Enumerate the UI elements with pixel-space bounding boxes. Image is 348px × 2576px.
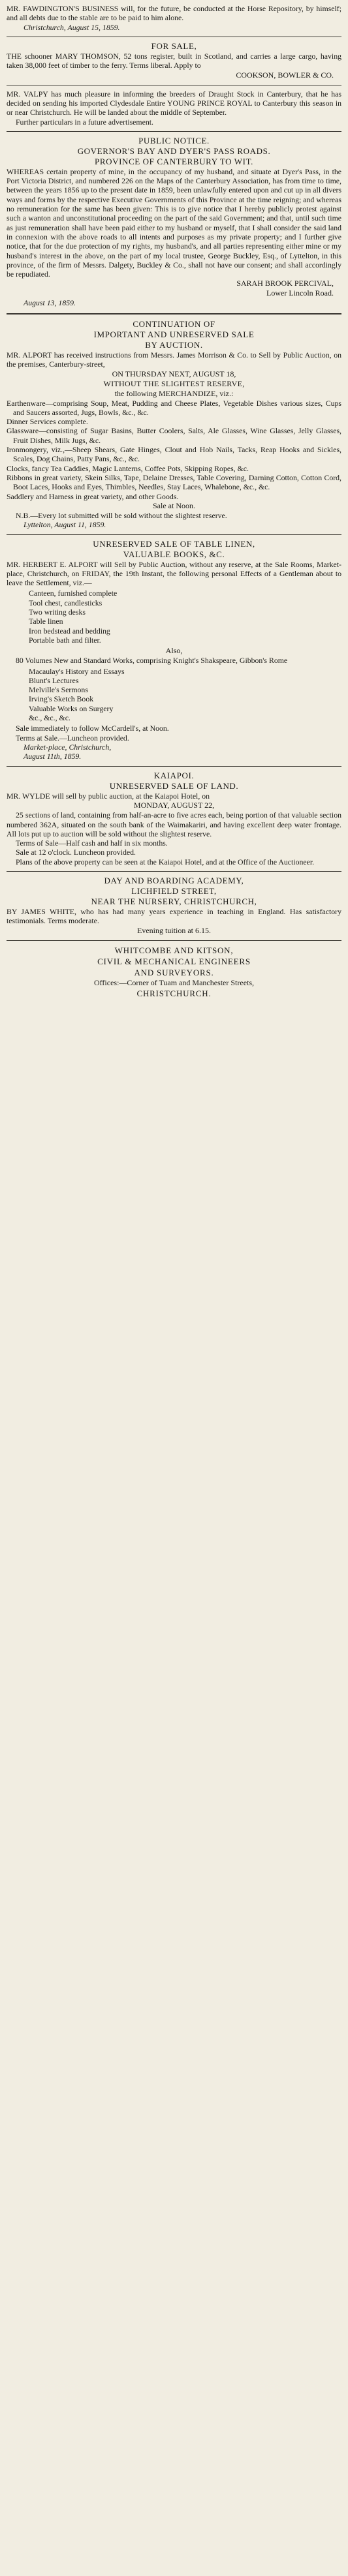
public-notice-heading: PUBLIC NOTICE. [138, 135, 210, 146]
alport-when: ON THURSDAY NEXT, AUGUST 18, [112, 369, 236, 378]
herbert-place: Market-place, Christchurch, [24, 742, 112, 752]
ad-whitcombe-kitson [7, 945, 341, 999]
alport-intro: MR. ALPORT has received instructions from Messrs. James Morrison & Co. to Sell by Public Auction, on the premises, Canterbury-street, [7, 350, 341, 369]
academy-tuition: Evening tuition at 6.15. [137, 925, 211, 935]
alport-item-list [7, 399, 341, 501]
alport-heading-1: CONTINUATION OF [133, 318, 215, 329]
kaiapoi-terms: Terms of Sale—Half cash and half in six months. [16, 838, 168, 848]
herbert-removal: Sale immediately to follow McCardell's, at Noon. [16, 724, 169, 733]
herbert-heading-2: VALUABLE BOOKS, &C. [123, 549, 225, 559]
public-notice-text: WHEREAS certain property of mine, in the occupancy of my husband, and situate at Dyer's Pass, in the Port Victoria District, and numbered 226 on the Maps of the Canterbury Association, has from time to time, between the years 1856 up to the present date in 1859, been unlawfully entered upon and cut up in all divers ways and forms by the respective Executive Governments of this Province at the time reigning; and whereas no remuneration for the same has been given: This is to give notice that I hereby publicly protest against such a wanton and unconstitutional proceeding on the part of the said Government; and that, until such time as just remuneration shall have been paid either to my husband or myself, that I shall consider the said land in connexion with the above roads to all intents and purposes as my private property; and I further give notice, that for the due protection of my rights, my husband's, and all parties representing either mine or my husband's interest in the above, on the part of my local trustee, George Buckley, Esq., of Lyttelton, in this province, of the firm of Messrs. Dalgety, Buckley & Co., shall not have our consent; and shall accordingly be repudiated. [7, 166, 341, 279]
ad-mary-thomson-heading: FOR SALE, [151, 41, 197, 52]
herbert-item: Tool chest, candlesticks [29, 598, 103, 607]
academy-text: BY JAMES WHITE, who has had many years experience in teaching in England. Has satisfactory testimonials. Terms moderate. [7, 907, 341, 926]
herbert-book: Melville's Sermons [29, 685, 88, 695]
alport-item: Ribbons in great variety, Skein Silks, Tape, Delaine Dresses, Table Covering, Darning Cotton, Cotton Cord, Boot Laces, Hooks and Eyes, Thimbles, Needles, Stay Laces, Whalebone, &c., &c. [7, 472, 341, 492]
alport-nb: N.B.—Every lot submitted will be sold without the slightest reserve. [16, 510, 227, 520]
separator-rule [7, 534, 341, 535]
ad-herbert-alport [7, 539, 341, 761]
alport-sale-at: Sale at Noon. [153, 500, 195, 510]
whitcombe-line-3: AND SURVEYORS. [134, 967, 214, 977]
kaiapoi-intro: MR. WYLDE will sell by public auction, at the Kaiapoi Hotel, on [7, 791, 210, 801]
herbert-item: Table linen [29, 617, 63, 626]
ad-mary-thomson-signature: COOKSON, BOWLER & CO. [236, 70, 334, 80]
herbert-book: Valuable Works on Surgery [29, 703, 114, 713]
public-notice-province: PROVINCE OF CANTERBURY TO WIT. [95, 156, 253, 166]
kaiapoi-text: 25 sections of land, containing from half-an-acre to five acres each, being portion of that valuable section numbered 362A, situated on the south bank of the Waimakariri, and having excellent deep water frontage. All lots put up to auction will be sold without the slightest reserve. [7, 810, 341, 838]
separator-rule [7, 940, 341, 941]
kaiapoi-when: MONDAY, AUGUST 22, [133, 801, 215, 810]
ad-academy [7, 876, 341, 936]
ad-valpy-note: Further particulars in a future advertisement. [16, 117, 153, 127]
ad-fawdington-text: MR. FAWDINGTON'S BUSINESS will, for the future, be conducted at the Horse Repository, by himself; and all debts due to the stable are to be paid to him alone. [7, 4, 341, 23]
kaiapoi-heading-2: UNRESERVED SALE OF LAND. [109, 780, 239, 791]
herbert-book-list [29, 667, 341, 723]
herbert-intro: MR. HERBERT E. ALPORT will Sell by Public Auction, without any reserve, at the Sale Rooms, Market-place, Christchurch, on FRIDAY, the 19th Instant, the following personal Effects of a Gentleman about to leave the Settlement, viz.— [7, 559, 341, 588]
alport-item: Glassware—consisting of Sugar Basins, Butter Coolers, Salts, Ale Glasses, Wine Glasses, Jelly Glasses, Fruit Dishes, Milk Jugs, &c. [7, 426, 341, 445]
public-notice-date: August 13, 1859. [24, 298, 76, 308]
academy-heading-1: DAY AND BOARDING ACADEMY, [104, 876, 244, 886]
whitcombe-city: CHRISTCHURCH. [136, 988, 212, 998]
whitcombe-offices: Offices:—Corner of Tuam and Manchester Streets, [93, 977, 255, 987]
herbert-item: Canteen, furnished complete [29, 589, 118, 598]
herbert-book: &c., &c., &c. [29, 713, 71, 723]
ad-public-notice [7, 136, 341, 308]
herbert-book: Irving's Sketch Book [29, 694, 94, 704]
herbert-book: Macaulay's History and Essays [29, 666, 125, 676]
academy-heading-2: LICHFIELD STREET, [131, 886, 217, 897]
alport-item: Ironmongery, viz.,—Sheep Shears, Gate Hinges, Clout and Hob Nails, Tacks, Reap Hooks and Sickles, Scales, Dog Chains, Patty Pans, &c., &c. [7, 445, 341, 464]
kaiapoi-sale-at: Sale at 12 o'clock. Luncheon provided. [16, 848, 136, 857]
separator-rule [7, 766, 341, 767]
whitcombe-line-2: CIVIL & MECHANICAL ENGINEERS [97, 956, 251, 966]
ad-mary-thomson [7, 41, 341, 80]
herbert-heading-1: UNRESERVED SALE OF TABLE LINEN, [93, 538, 255, 549]
alport-item: Earthenware—comprising Soup, Meat, Pudding and Cheese Plates, Vegetable Dishes various sizes, Cups and Saucers assorted, Jugs, Bowls, &c., &c. [7, 398, 341, 417]
alport-date: Lyttelton, August 11, 1859. [24, 520, 106, 530]
herbert-date: August 11th, 1859. [24, 752, 82, 761]
alport-item: Dinner Services complete. [7, 417, 88, 427]
herbert-book: Blunt's Lectures [29, 675, 79, 685]
ad-mary-thomson-text: THE schooner MARY THOMSON, 52 tons register, built in Scotland, and carries a large cargo, having taken 38,000 feet of timber to the ferry. Terms liberal. Apply to [7, 52, 341, 70]
whitcombe-line-1: WHITCOMBE AND KITSON, [114, 945, 234, 955]
alport-item: Saddlery and Harness in great variety, and other Goods. [7, 491, 179, 501]
herbert-item: Two writing desks [29, 607, 86, 617]
herbert-terms: Terms at Sale.—Luncheon provided. [16, 733, 129, 743]
ad-valpy [7, 89, 341, 127]
alport-item: Clocks, fancy Tea Caddies, Magic Lanterns, Coffee Pots, Skipping Ropes, &c. [7, 463, 249, 473]
separator-rule [7, 131, 341, 132]
separator-rule [7, 871, 341, 872]
ad-alport-sale [7, 319, 341, 530]
alport-heading-2: IMPORTANT AND UNRESERVED SALE [93, 329, 255, 339]
herbert-item-list [29, 589, 341, 645]
ad-valpy-text: MR. VALPY has much pleasure in informing the breeders of Draught Stock in Canterbury, that he has decided on sending his imported Clydesdale Entire YOUNG PRINCE ROYAL to Canterbury this season in or near Christchurch. He will be landed about the middle of September. [7, 89, 341, 117]
herbert-item: Iron bedstead and bedding [29, 626, 110, 636]
public-notice-address: Lower Lincoln Road. [266, 288, 334, 298]
kaiapoi-plans: Plans of the above property can be seen at the Kaiapoi Hotel, and at the Office of the Auctioneer. [16, 857, 315, 866]
herbert-item: Portable bath and filter. [29, 635, 101, 645]
ad-fawdington-date: Christchurch, August 15, 1859. [24, 22, 120, 32]
alport-following: the following MERCHANDIZE, viz.: [114, 388, 234, 398]
public-notice-signature: SARAH BROOK PERCIVAL, [236, 279, 334, 288]
herbert-also: Also, [165, 646, 183, 656]
alport-without-reserve: WITHOUT THE SLIGHTEST RESERVE, [103, 378, 245, 388]
alport-heading-3: BY AUCTION. [145, 339, 203, 350]
ad-kaiapoi [7, 771, 341, 866]
academy-heading-3: NEAR THE NURSERY, CHRISTCHURCH, [91, 897, 257, 907]
separator-double-rule [7, 313, 341, 315]
ad-fawdington [7, 4, 341, 32]
herbert-books-intro: 80 Volumes New and Standard Works, comprising Knight's Shakspeare, Gibbon's Rome [16, 656, 288, 666]
public-notice-subheading: GOVERNOR'S BAY AND DYER'S PASS ROADS. [77, 146, 271, 156]
kaiapoi-heading-1: KAIAPOI. [153, 770, 195, 780]
